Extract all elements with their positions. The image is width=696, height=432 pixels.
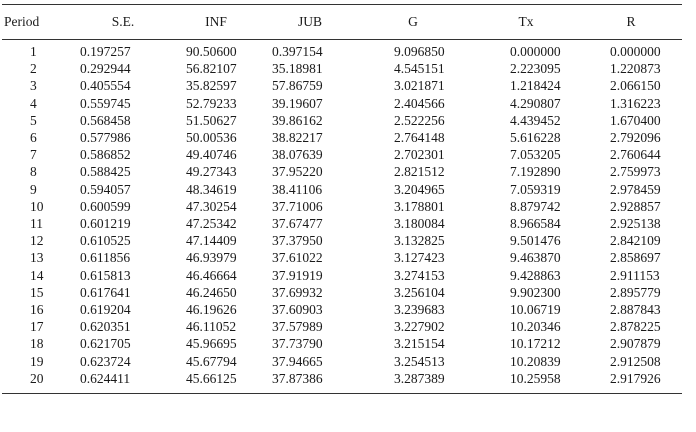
cell-se: 0.619204: [80, 302, 131, 318]
table-row: [2, 353, 682, 370]
cell-tx: 7.192890: [510, 164, 561, 180]
cell-period: 1: [30, 44, 37, 59]
cell-tx: 9.428863: [510, 267, 561, 283]
cell-jub: 37.87386: [266, 370, 354, 394]
cell-tx: 9.902300: [510, 284, 561, 300]
cell-g: 3.180084: [394, 216, 445, 232]
cell-jub: 38.41106: [272, 181, 323, 197]
cell-period: 17: [30, 319, 44, 335]
header-period: Period: [2, 5, 80, 40]
cell-se: 0.586852: [80, 147, 131, 163]
cell-r: 0.000000: [610, 44, 661, 59]
cell-r: 2.907879: [610, 336, 661, 352]
cell-g: 3.227902: [394, 319, 445, 335]
cell-jub: 35.18981: [272, 61, 323, 77]
cell-jub: 39.19607: [272, 95, 323, 111]
cell-period: 20: [2, 370, 80, 394]
cell-r: 2.066150: [610, 78, 661, 94]
cell-r: 2.911153: [610, 267, 660, 283]
cell-se: 0.621705: [80, 336, 131, 352]
table-row: [2, 232, 682, 249]
cell-r: 2.925138: [610, 216, 661, 232]
cell-r: 2.917926: [580, 370, 682, 394]
cell-r: 2.858697: [610, 250, 661, 266]
table-row: [2, 198, 682, 215]
cell-inf: 48.34619: [186, 181, 237, 197]
cell-se: 0.292944: [80, 61, 131, 77]
cell-g: 3.274153: [394, 267, 445, 283]
table-row: [2, 267, 682, 284]
cell-se: 0.601219: [80, 216, 131, 232]
table-row: [2, 112, 682, 129]
cell-jub: 37.67477: [272, 216, 323, 232]
cell-g: 2.764148: [394, 130, 445, 146]
cell-period: 4: [30, 95, 37, 111]
cell-g: 3.287389: [354, 370, 472, 394]
cell-jub: 37.71006: [272, 198, 323, 214]
cell-se: 0.610525: [80, 233, 131, 249]
cell-r: 2.912508: [610, 353, 661, 369]
cell-r: 2.978459: [610, 181, 661, 197]
cell-g: 4.545151: [394, 61, 445, 77]
cell-tx: 4.290807: [510, 95, 561, 111]
cell-g: 3.132825: [394, 233, 445, 249]
cell-se: 0.559745: [80, 95, 131, 111]
cell-g: 3.215154: [394, 336, 445, 352]
cell-inf: 45.96695: [186, 336, 237, 352]
header-g: G: [354, 5, 472, 40]
cell-period: 5: [30, 112, 37, 128]
cell-jub: 37.95220: [272, 164, 323, 180]
table-row: [2, 181, 682, 198]
cell-inf: 52.79233: [186, 95, 237, 111]
cell-period: 2: [30, 61, 37, 77]
cell-period: 14: [30, 267, 44, 283]
cell-r: 2.759973: [610, 164, 661, 180]
cell-jub: 37.94665: [272, 353, 323, 369]
cell-r: 2.878225: [610, 319, 661, 335]
table-header: [2, 5, 682, 40]
cell-g: 3.239683: [394, 302, 445, 318]
cell-period: 7: [30, 147, 37, 163]
cell-inf: 45.67794: [186, 353, 237, 369]
cell-g: 3.021871: [394, 78, 445, 94]
table-row: [2, 215, 682, 232]
table-row: [2, 318, 682, 335]
cell-r: 2.760644: [610, 147, 661, 163]
cell-tx: 10.17212: [510, 336, 561, 352]
cell-jub: 39.86162: [272, 112, 323, 128]
cell-inf: 47.25342: [186, 216, 237, 232]
cell-inf: 46.46664: [186, 267, 237, 283]
cell-tx: 2.223095: [510, 61, 561, 77]
cell-period: 11: [30, 216, 43, 232]
cell-r: 1.220873: [610, 61, 661, 77]
cell-g: 3.204965: [394, 181, 445, 197]
cell-inf: 51.50627: [186, 112, 237, 128]
cell-r: 2.792096: [610, 130, 661, 146]
table-row: [2, 301, 682, 318]
cell-jub: 37.61022: [272, 250, 323, 266]
table-row: [2, 77, 682, 94]
cell-se: 0.197257: [80, 44, 131, 59]
table-row: [2, 60, 682, 77]
cell-g: 2.702301: [394, 147, 445, 163]
table-row: [2, 40, 682, 61]
cell-tx: 10.20346: [510, 319, 561, 335]
cell-se: 0.577986: [80, 130, 131, 146]
cell-jub: 37.73790: [272, 336, 323, 352]
cell-jub: 37.91919: [272, 267, 323, 283]
cell-inf: 49.40746: [186, 147, 237, 163]
cell-r: 2.895779: [610, 284, 661, 300]
cell-se: 0.623724: [80, 353, 131, 369]
cell-jub: 37.57989: [272, 319, 323, 335]
cell-tx: 10.25958: [472, 370, 580, 394]
cell-inf: 47.30254: [186, 198, 237, 214]
cell-tx: 9.463870: [510, 250, 561, 266]
table-row: [2, 146, 682, 163]
cell-g: 3.256104: [394, 284, 445, 300]
header-jub: JUB: [266, 5, 354, 40]
table-row: [2, 249, 682, 266]
cell-tx: 8.879742: [510, 198, 561, 214]
header-r: R: [580, 5, 682, 40]
cell-inf: 56.82107: [186, 61, 237, 77]
cell-se: 0.588425: [80, 164, 131, 180]
header-inf: INF: [166, 5, 266, 40]
cell-tx: 8.966584: [510, 216, 561, 232]
cell-r: 1.316223: [610, 95, 661, 111]
header-row: [2, 5, 682, 40]
cell-se: 0.611856: [80, 250, 131, 266]
cell-inf: 35.82597: [186, 78, 237, 94]
cell-inf: 90.50600: [186, 44, 237, 59]
cell-period: 19: [30, 353, 44, 369]
cell-r: 2.887843: [610, 302, 661, 318]
cell-jub: 37.60903: [272, 302, 323, 318]
cell-inf: 49.27343: [186, 164, 237, 180]
variance-decomposition-table-container: [2, 4, 682, 394]
cell-period: 6: [30, 130, 37, 146]
cell-se: 0.617641: [80, 284, 131, 300]
cell-inf: 46.11052: [186, 319, 237, 335]
cell-period: 10: [30, 198, 44, 214]
cell-tx: 10.06719: [510, 302, 561, 318]
table-body: [2, 40, 682, 394]
cell-inf: 46.19626: [186, 302, 237, 318]
cell-period: 16: [30, 302, 44, 318]
cell-g: 9.096850: [394, 44, 445, 59]
cell-se: 0.624411: [80, 370, 166, 394]
cell-period: 12: [30, 233, 44, 249]
header-tx: Tx: [472, 5, 580, 40]
cell-jub: 38.07639: [272, 147, 323, 163]
cell-se: 0.568458: [80, 112, 131, 128]
cell-g: 2.821512: [394, 164, 445, 180]
cell-tx: 4.439452: [510, 112, 561, 128]
cell-inf: 47.14409: [186, 233, 237, 249]
cell-tx: 10.20839: [510, 353, 561, 369]
cell-jub: 57.86759: [272, 78, 323, 94]
cell-tx: 7.053205: [510, 147, 561, 163]
cell-jub: 38.82217: [272, 130, 323, 146]
table-row: [2, 129, 682, 146]
header-se: S.E.: [80, 5, 166, 40]
cell-r: 2.842109: [610, 233, 661, 249]
cell-jub: 37.37950: [272, 233, 323, 249]
cell-period: 13: [30, 250, 44, 266]
cell-tx: 1.218424: [510, 78, 561, 94]
cell-r: 2.928857: [610, 198, 661, 214]
cell-jub: 0.397154: [272, 44, 323, 59]
cell-tx: 7.059319: [510, 181, 561, 197]
cell-period: 8: [30, 164, 37, 180]
cell-g: 3.254513: [394, 353, 445, 369]
cell-se: 0.594057: [80, 181, 131, 197]
cell-tx: 9.501476: [510, 233, 561, 249]
cell-tx: 0.000000: [510, 44, 561, 59]
cell-period: 18: [30, 336, 44, 352]
cell-inf: 46.93979: [186, 250, 237, 266]
table-row: [2, 163, 682, 180]
table-row: [2, 335, 682, 352]
cell-g: 2.522256: [394, 112, 445, 128]
cell-jub: 37.69932: [272, 284, 323, 300]
variance-decomposition-table: [2, 4, 682, 394]
cell-inf: 50.00536: [186, 130, 237, 146]
cell-se: 0.620351: [80, 319, 131, 335]
cell-se: 0.600599: [80, 198, 131, 214]
cell-inf: 46.24650: [186, 284, 237, 300]
table-row: [2, 95, 682, 112]
cell-se: 0.615813: [80, 267, 131, 283]
cell-period: 15: [30, 284, 44, 300]
cell-inf: 45.66125: [166, 370, 266, 394]
cell-tx: 5.616228: [510, 130, 561, 146]
table-row: [2, 284, 682, 301]
table-row: [2, 370, 682, 394]
cell-g: 2.404566: [394, 95, 445, 111]
cell-r: 1.670400: [610, 112, 661, 128]
cell-se: 0.405554: [80, 78, 131, 94]
cell-period: 9: [30, 181, 37, 197]
cell-g: 3.127423: [394, 250, 445, 266]
cell-period: 3: [30, 78, 37, 94]
cell-g: 3.178801: [394, 198, 445, 214]
